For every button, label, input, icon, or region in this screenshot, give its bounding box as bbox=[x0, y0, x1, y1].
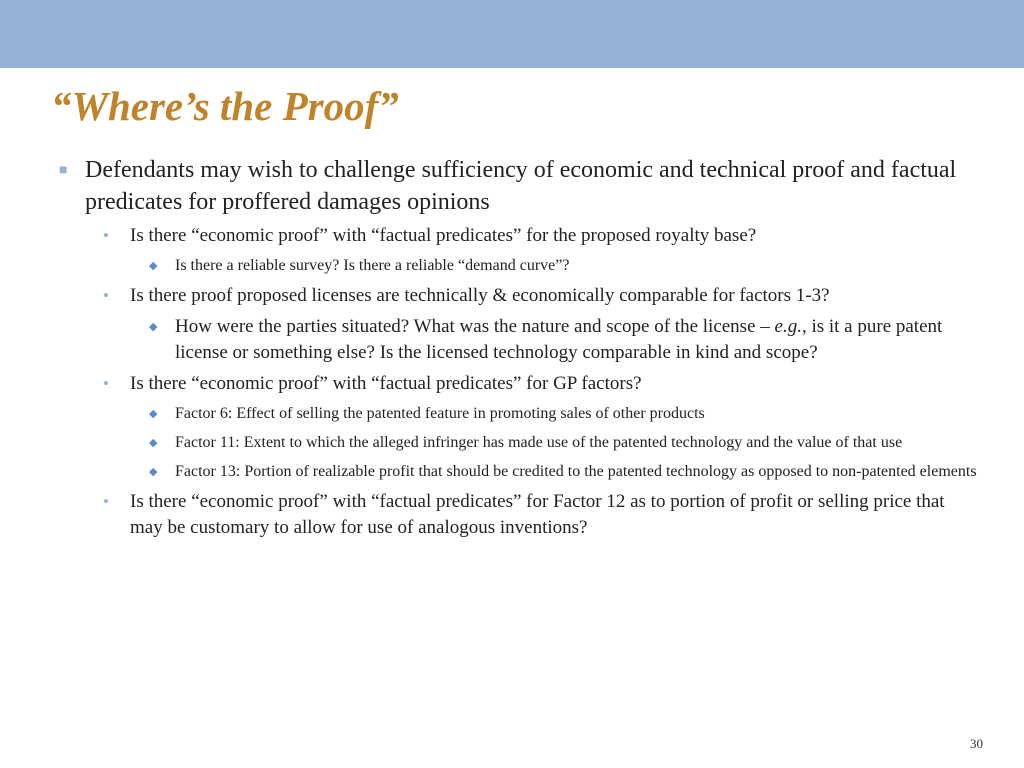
bullet-text: Factor 13: Portion of realizable profit that should be credited to the patented technology as opposed to non-patented elements bbox=[175, 463, 977, 480]
bullet-level2 bbox=[103, 223, 978, 249]
bullet-level3 bbox=[149, 431, 978, 455]
bullet-text: Is there a reliable survey? Is there a reliable “demand curve”? bbox=[175, 257, 570, 274]
bullet-text: Is there proof proposed licenses are technically & economically comparable for factors 1-3? bbox=[130, 285, 830, 306]
bullet-level3 bbox=[149, 314, 978, 366]
dot-bullet-icon: • bbox=[103, 374, 109, 393]
bullet-text: Is there “economic proof” with “factual predicates” for Factor 12 as to portion of profit or selling price that may be customary to allow for use of analogous inventions? bbox=[130, 491, 945, 538]
bullet-level3 bbox=[149, 402, 978, 426]
bullet-text bbox=[175, 314, 978, 366]
bullet-text: Factor 6: Effect of selling the patented feature in promoting sales of other products bbox=[175, 405, 705, 422]
bullet-text: Defendants may wish to challenge sufficiency of economic and technical proof and factual predicates for proffered damages opinions bbox=[85, 157, 957, 215]
slide-title: “Where’s the Proof” bbox=[51, 83, 399, 129]
diamond-bullet-icon: ◆ bbox=[149, 408, 158, 420]
diamond-bullet-icon: ◆ bbox=[149, 466, 158, 478]
dot-bullet-icon: • bbox=[103, 492, 109, 511]
square-bullet-icon: ■ bbox=[59, 163, 68, 178]
bullet-text-italic: e.g. bbox=[774, 316, 802, 337]
page-number: 30 bbox=[970, 736, 983, 751]
bullet-level2 bbox=[103, 489, 978, 541]
bullet-text: Factor 11: Extent to which the alleged infringer has made use of the patented technology and the value of that use bbox=[175, 434, 903, 451]
bullet-level2 bbox=[103, 283, 978, 309]
dot-bullet-icon: • bbox=[103, 286, 109, 305]
diamond-bullet-icon: ◆ bbox=[149, 260, 158, 272]
bullet-level3 bbox=[149, 460, 978, 484]
bullet-text-part: , is it a pure patent license or something else? Is the licensed technology comparable in kind and scope? bbox=[175, 316, 943, 363]
bullet-level1 bbox=[58, 154, 978, 218]
dot-bullet-icon: • bbox=[103, 226, 109, 245]
bullet-text: Is there “economic proof” with “factual predicates” for the proposed royalty base? bbox=[130, 225, 757, 246]
bullet-text: Is there “economic proof” with “factual predicates” for GP factors? bbox=[130, 373, 642, 394]
bullet-text-part: How were the parties situated? What was the nature and scope of the license – bbox=[175, 316, 775, 337]
bullet-level3 bbox=[149, 254, 978, 278]
slide-content bbox=[58, 154, 978, 546]
bullet-level2 bbox=[103, 371, 978, 397]
diamond-bullet-icon: ◆ bbox=[149, 321, 158, 333]
header-band bbox=[0, 0, 1024, 68]
diamond-bullet-icon: ◆ bbox=[149, 437, 158, 449]
